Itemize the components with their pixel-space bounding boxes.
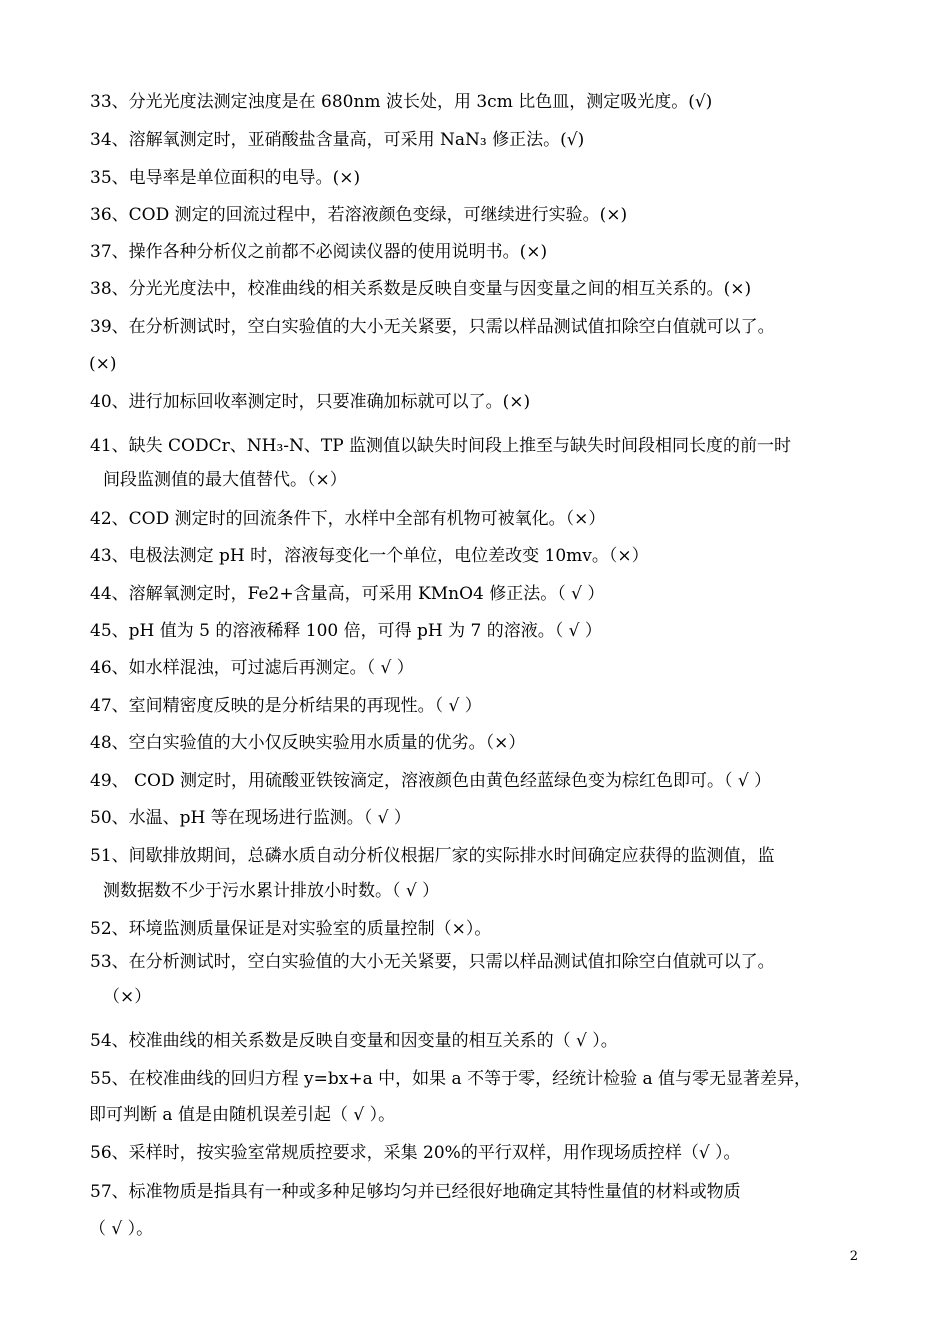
question-46: 46、如水样混浊，可过滤后再测定。（ √ ） [90,658,414,678]
question-43: 43、电极法测定 pH 时，溶液每变化一个单位，电位差改变 10mv。（×） [90,546,649,566]
question-39: 39、在分析测试时，空白实验值的大小无关紧要，只需以样品测试值扣除空白值就可以了。 [90,317,775,337]
question-40: 40、进行加标回收率测定时，只要准确加标就可以了。(×) [90,392,531,412]
question-53-answer: （×） [103,987,152,1007]
page-number: 2 [849,1249,858,1264]
question-57-answer: （ √ ）。 [89,1219,154,1239]
question-48: 48、空白实验值的大小仅反映实验用水质量的优劣。（×） [90,733,526,753]
question-56: 56、采样时，按实验室常规质控要求，采集 20%的平行双样，用作现场质控样（√ ）。 [90,1143,741,1163]
question-44: 44、溶解氧测定时，Fe2+含量高，可采用 KMnO4 修正法。（ √ ） [90,584,605,604]
question-36: 36、COD 测定的回流过程中，若溶液颜色变绿，可继续进行实验。(×) [90,205,628,225]
question-42: 42、COD 测定时的回流条件下，水样中全部有机物可被氧化。（×） [90,509,606,529]
question-41-continued: 间段监测值的最大值替代。（×） [103,470,347,490]
question-39-answer: (×) [89,354,117,374]
question-35: 35、电导率是单位面积的电导。(×) [90,168,361,188]
question-49: 49、 COD 测定时，用硫酸亚铁铵滴定，溶液颜色由黄色经蓝绿色变为棕红色即可。（ √ ） [90,771,772,791]
question-55: 55、在校准曲线的回归方程 y=bx+a 中，如果 a 不等于零，经统计检验 a 值与零无显著差异， [90,1069,812,1089]
question-51-continued: 测数据数不少于污水累计排放小时数。（ √ ） [103,881,440,901]
question-53: 53、在分析测试时，空白实验值的大小无关紧要，只需以样品测试值扣除空白值就可以了。 [90,952,775,972]
question-45: 45、pH 值为 5 的溶液稀释 100 倍，可得 pH 为 7 的溶液。（ √ ） [90,621,602,641]
question-51: 51、间歇排放期间，总磷水质自动分析仪根据厂家的实际排水时间确定应获得的监测值，监 [90,846,775,866]
question-34: 34、溶解氧测定时，亚硝酸盐含量高，可采用 NaN₃ 修正法。(√) [90,130,585,150]
question-38: 38、分光光度法中，校准曲线的相关系数是反映自变量与因变量之间的相互关系的。(×) [90,279,752,299]
question-33: 33、分光光度法测定浊度是在 680nm 波长处，用 3cm 比色皿，测定吸光度。(√) [90,92,713,112]
question-54: 54、校准曲线的相关系数是反映自变量和因变量的相互关系的（ √ ）。 [90,1031,618,1051]
question-57: 57、标准物质是指具有一种或多种足够均匀并已经很好地确定其特性量值的材料或物质 [90,1182,741,1202]
question-37: 37、操作各种分析仪之前都不必阅读仪器的使用说明书。(×) [90,242,548,262]
question-50: 50、水温、pH 等在现场进行监测。（ √ ） [90,808,411,828]
question-41: 41、缺失 CODCr、NH₃-N、TP 监测值以缺失时间段上推至与缺失时间段相同长度的前一时 [90,436,792,456]
question-47: 47、室间精密度反映的是分析结果的再现性。（ √ ） [90,696,482,716]
question-55-continued: 即可判断 a 值是由随机误差引起（ √ ）。 [89,1105,396,1125]
question-52: 52、环境监测质量保证是对实验室的质量控制（×）。 [90,919,492,939]
